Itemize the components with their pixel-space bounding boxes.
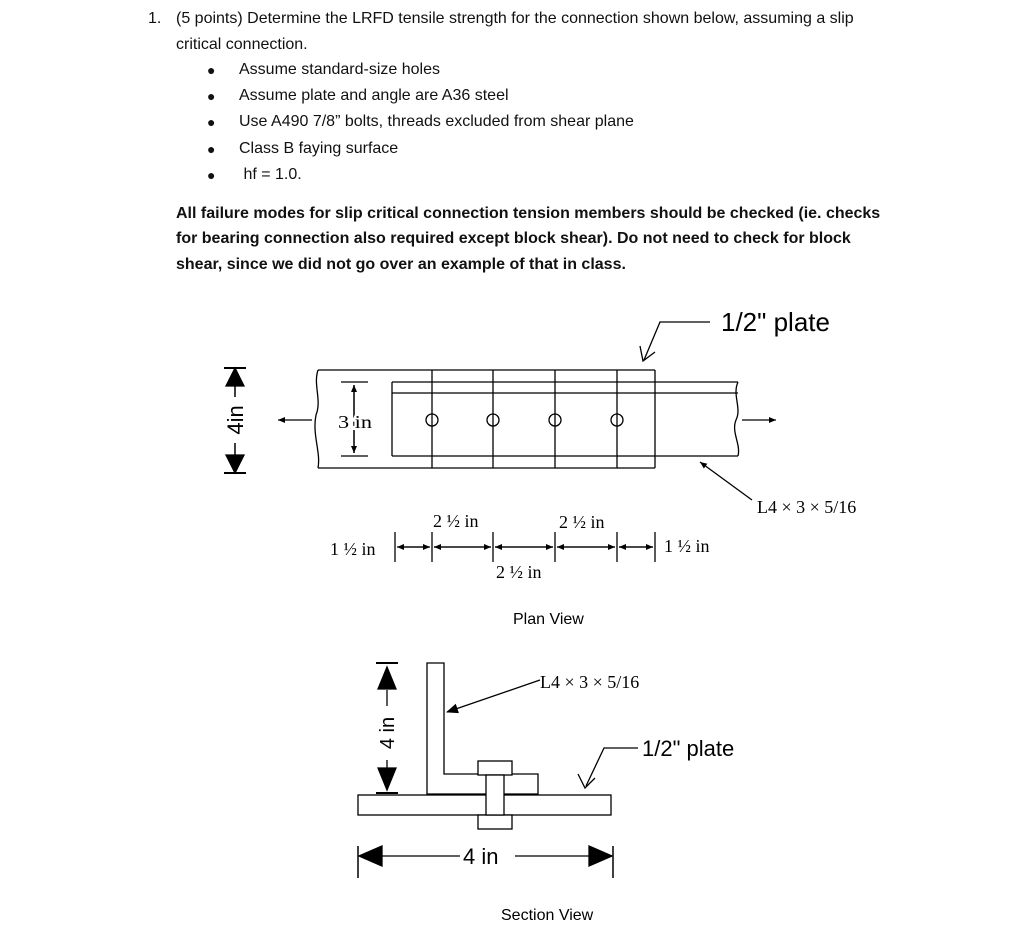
plate-leader: [640, 322, 710, 361]
section-angle-leader: [447, 680, 540, 712]
section-plate-label: 1/2" plate: [642, 736, 735, 761]
note-line-1: All failure modes for slip critical connection tension members should be checked (ie. checks: [176, 205, 881, 222]
section-bolt-shank: [486, 775, 504, 815]
width-label: 4in: [223, 405, 248, 435]
gage-label: 3 in: [338, 412, 372, 432]
problem-number: 1.: [148, 10, 162, 27]
plan-bolt-lines: [432, 370, 617, 468]
assumption-item: Use A490 7/8” bolts, threads excluded from shear plane: [239, 113, 634, 130]
dim-spacing-1: 2 ½ in: [433, 511, 479, 531]
plan-view-caption: Plan View: [513, 611, 584, 628]
plan-view-drawing: [224, 322, 776, 562]
section-plate-leader: [578, 748, 638, 788]
assumption-item: Assume plate and angle are A36 steel: [239, 87, 509, 104]
plan-bolt-holes: [426, 414, 623, 426]
bullet-marker: ●: [207, 114, 216, 130]
section-angle-label: L4 × 3 × 5/16: [540, 672, 640, 692]
bullet-marker: ●: [207, 88, 216, 104]
bullet-marker: ●: [207, 62, 216, 78]
bullet-marker: ●: [207, 141, 216, 157]
section-height-label: 4 in: [377, 716, 399, 750]
section-bolt-nut: [478, 815, 512, 829]
spacing-dimension-line: [395, 532, 655, 562]
dim-spacing-3: 2 ½ in: [559, 512, 605, 532]
dim-left-end: 1 ½ in: [330, 539, 376, 559]
angle-leader: [700, 462, 752, 500]
plan-angle-member: [392, 382, 739, 456]
bullet-marker: ●: [207, 167, 216, 183]
section-plate: [358, 795, 611, 815]
assumption-item: Assume standard-size holes: [239, 61, 440, 78]
section-bolt-head: [478, 761, 512, 775]
dim-right-end: 1 ½ in: [664, 536, 710, 556]
note-line-3: shear, since we did not go over an example of that in class.: [176, 256, 626, 273]
assumption-item: Class B faying surface: [239, 140, 399, 157]
note-line-2: for bearing connection also required except block shear). Do not need to check for block: [176, 230, 851, 247]
dim-spacing-2: 2 ½ in: [496, 562, 542, 582]
angle-label: L4 × 3 × 5/16: [757, 497, 857, 517]
section-view-caption: Section View: [501, 907, 594, 924]
problem-statement-line-1: (5 points) Determine the LRFD tensile strength for the connection shown below, assuming a slip: [176, 10, 854, 27]
assumption-item: hf = 1.0.: [239, 166, 302, 183]
section-width-label: 4 in: [463, 844, 499, 869]
problem-statement-line-2: critical connection.: [176, 36, 308, 53]
plate-label: 1/2" plate: [721, 307, 830, 337]
